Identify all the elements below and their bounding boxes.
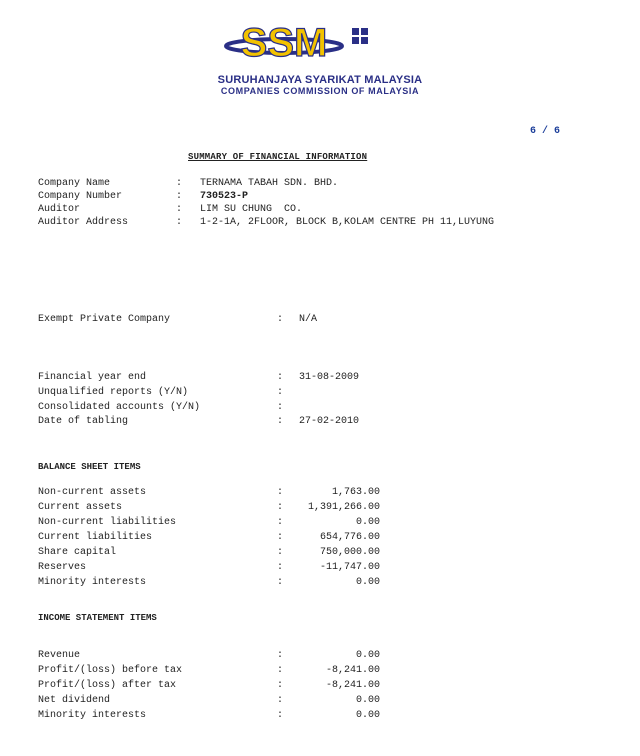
separator: :	[277, 402, 284, 413]
document-title: SUMMARY OF FINANCIAL INFORMATION	[188, 152, 368, 162]
income-item-value: 0.00	[355, 710, 380, 721]
company-number-value: 730523-P	[200, 191, 249, 202]
income-item-value: 0.00	[355, 695, 380, 706]
auditor-address-value: 1-2-1A, 2FLOOR, BLOCK B,KOLAM CENTRE PH 11,LUYUNG	[200, 217, 495, 228]
separator: :	[176, 204, 183, 215]
separator: :	[277, 517, 284, 528]
balance-item-value: 1,391,266.00	[307, 502, 380, 513]
balance-item-label: Non-current liabilities	[38, 517, 177, 528]
separator: :	[277, 665, 284, 676]
separator: :	[176, 178, 183, 189]
company-name-value: TERNAMA TABAH SDN. BHD.	[200, 178, 339, 189]
income-item-value: -8,241.00	[325, 680, 380, 691]
separator: :	[176, 191, 183, 202]
balance-item-value: 654,776.00	[319, 532, 380, 543]
company-name-label: Company Name	[38, 178, 111, 189]
balance-item-label: Reserves	[38, 562, 87, 573]
separator: :	[277, 372, 284, 383]
exempt-value: N/A	[299, 314, 318, 325]
financial-year-end-label: Financial year end	[38, 372, 147, 383]
ssm-logo	[222, 12, 382, 72]
income-item-label: Profit/(loss) before tax	[38, 665, 183, 676]
balance-item-value: 750,000.00	[319, 547, 380, 558]
exempt-label: Exempt Private Company	[38, 314, 171, 325]
company-number-label: Company Number	[38, 191, 123, 202]
auditor-value: LIM SU CHUNG CO.	[200, 204, 303, 215]
income-item-label: Net dividend	[38, 695, 111, 706]
balance-item-value: 1,763.00	[331, 487, 380, 498]
separator: :	[277, 387, 284, 398]
date-of-tabling-label: Date of tabling	[38, 416, 129, 427]
balance-item-label: Non-current assets	[38, 487, 147, 498]
separator: :	[277, 532, 284, 543]
auditor-address-label: Auditor Address	[38, 217, 129, 228]
separator: :	[277, 502, 284, 513]
balance-item-label: Share capital	[38, 547, 117, 558]
page-number: 6 / 6	[529, 126, 560, 137]
balance-item-label: Minority interests	[38, 577, 147, 588]
org-name: SURUHANJAYA SYARIKAT MALAYSIA	[217, 74, 423, 86]
consolidated-accounts-label: Consolidated accounts (Y/N)	[38, 402, 201, 413]
balance-item-value: -11,747.00	[319, 562, 380, 573]
separator: :	[277, 487, 284, 498]
income-item-label: Profit/(loss) after tax	[38, 680, 177, 691]
income-item-value: 0.00	[355, 650, 380, 661]
org-name-en: COMPANIES COMMISSION OF MALAYSIA	[220, 86, 420, 96]
auditor-label: Auditor	[38, 204, 81, 215]
separator: :	[277, 416, 284, 427]
logo-lettering: SSM	[240, 21, 328, 65]
income-item-value: -8,241.00	[325, 665, 380, 676]
separator: :	[277, 650, 284, 661]
separator: :	[277, 314, 284, 325]
separator: :	[277, 562, 284, 573]
income-statement-heading: INCOME STATEMENT ITEMS	[38, 613, 157, 623]
separator: :	[277, 577, 284, 588]
date-of-tabling-value: 27-02-2010	[299, 416, 360, 427]
income-item-label: Minority interests	[38, 710, 147, 721]
income-item-label: Revenue	[38, 650, 81, 661]
separator: :	[277, 695, 284, 706]
balance-item-value: 0.00	[355, 577, 380, 588]
balance-item-value: 0.00	[355, 517, 380, 528]
balance-item-label: Current liabilities	[38, 532, 153, 543]
separator: :	[277, 547, 284, 558]
balance-sheet-heading: BALANCE SHEET ITEMS	[38, 462, 141, 472]
unqualified-reports-label: Unqualified reports (Y/N)	[38, 387, 189, 398]
separator: :	[277, 680, 284, 691]
balance-item-label: Current assets	[38, 502, 123, 513]
financial-year-end-value: 31-08-2009	[299, 372, 360, 383]
separator: :	[176, 217, 183, 228]
separator: :	[277, 710, 284, 721]
